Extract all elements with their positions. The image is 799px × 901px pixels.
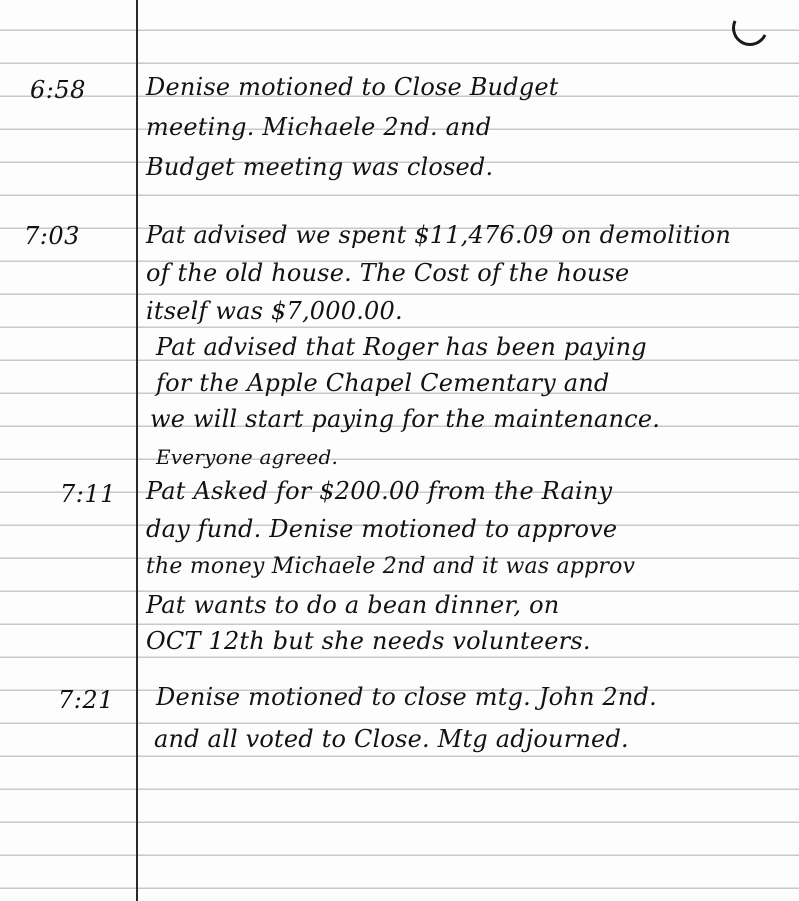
entry-line: of the old house. The Cost of the house xyxy=(146,259,630,287)
entry-line: itself was $7,000.00. xyxy=(146,297,403,325)
entry-line: Denise motioned to Close Budget xyxy=(146,73,559,101)
entry-line: we will start paying for the maintenance. xyxy=(150,405,661,433)
entry-line: day fund. Denise motioned to approve xyxy=(146,515,618,543)
entry-time: 7:21 xyxy=(58,686,114,714)
entry-line: Pat wants to do a bean dinner, on xyxy=(146,591,560,619)
entry-line: the money Michaele 2nd and it was approv xyxy=(146,554,636,579)
entry-line: Pat Asked for $200.00 from the Rainy xyxy=(146,477,613,505)
entry-line: OCT 12th but she needs volunteers. xyxy=(146,627,591,655)
entry-time: 7:11 xyxy=(60,480,116,508)
entry-line: Budget meeting was closed. xyxy=(146,153,494,181)
corner-mark xyxy=(727,5,773,51)
entry-line: meeting. Michaele 2nd. and xyxy=(146,113,492,141)
entry-line: Everyone agreed. xyxy=(156,445,339,469)
entry-line: Pat advised we spent $11,476.09 on demolition xyxy=(146,221,731,249)
entry-line: Denise motioned to close mtg. John 2nd. xyxy=(156,683,657,711)
margin-line xyxy=(136,0,138,901)
entry-time: 6:58 xyxy=(30,76,86,104)
entry-time: 7:03 xyxy=(24,222,80,250)
entry-line: and all voted to Close. Mtg adjourned. xyxy=(154,725,629,753)
entry-line: Pat advised that Roger has been paying xyxy=(156,333,647,361)
entry-line: for the Apple Chapel Cementary and xyxy=(156,369,610,397)
